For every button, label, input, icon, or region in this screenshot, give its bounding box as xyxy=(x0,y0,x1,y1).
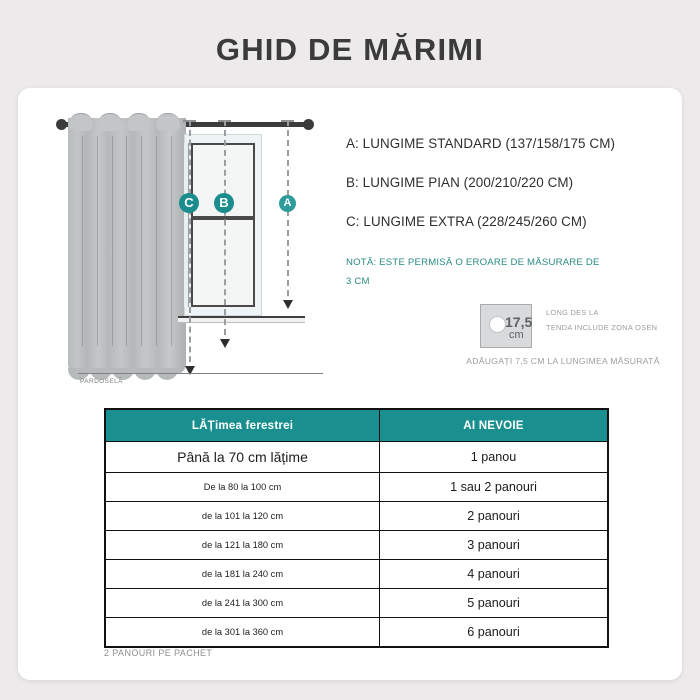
cell-need: 5 panouri xyxy=(380,589,609,618)
cell-width: Până la 70 cm lățime xyxy=(105,442,380,473)
cell-width: de la 241 la 300 cm xyxy=(105,589,380,618)
cell-need: 6 panouri xyxy=(380,618,609,648)
table-row xyxy=(105,502,608,531)
grommet-3-icon xyxy=(127,113,151,131)
cell-need: 3 panouri xyxy=(380,531,609,560)
grommet-measure-unit: cm xyxy=(509,329,524,341)
specs-block xyxy=(346,136,656,291)
table-row xyxy=(105,473,608,502)
page-title: GHID DE MĂRIMI xyxy=(215,32,485,67)
grommet-diagram-icon xyxy=(480,304,532,348)
window-sash-icon xyxy=(191,143,255,307)
curtain-illustration xyxy=(40,98,340,408)
measure-line-c xyxy=(189,120,191,372)
table-footer-note: 2 PANOURI PE PACHET xyxy=(104,648,213,658)
grommet-2-icon xyxy=(98,113,122,131)
marker-a: A xyxy=(279,195,296,212)
curtain-panel-icon xyxy=(68,118,186,374)
spec-line-b: B: LUNGIME PIAN (200/210/220 CM) xyxy=(346,175,574,190)
table-header-width: LĂȚimea ferestrei xyxy=(105,409,380,442)
content-card xyxy=(18,88,682,680)
cell-need: 1 sau 2 panouri xyxy=(380,473,609,502)
spec-line-a: A: LUNGIME STANDARD (137/158/175 CM) xyxy=(346,136,616,151)
cell-width: de la 181 la 240 cm xyxy=(105,560,380,589)
cell-width: de la 121 la 180 cm xyxy=(105,531,380,560)
measurement-tolerance-note: NOTĂ: ESTE PERMISĂ O EROARE DE MĂSURARE DE 3 CM xyxy=(346,257,600,288)
grommet-hole-icon xyxy=(489,316,506,333)
arrow-a-icon xyxy=(283,300,293,309)
table-row xyxy=(105,589,608,618)
table-header-row xyxy=(105,409,608,442)
cell-need: 4 panouri xyxy=(380,560,609,589)
arrow-b-icon xyxy=(220,339,230,348)
cell-need: 2 panouri xyxy=(380,502,609,531)
cell-need: 1 panou xyxy=(380,442,609,473)
cell-width: de la 101 la 120 cm xyxy=(105,502,380,531)
grommet-bottom-note: ADĂUGAȚI 7,5 CM LA LUNGIMEA MĂSURATĂ xyxy=(466,356,660,366)
grommet-side-line-1: LONG DES LA xyxy=(546,308,599,317)
grommet-side-line-2: TENDA INCLUDE ZONA OSEN xyxy=(546,322,658,332)
marker-b: B xyxy=(214,193,234,213)
cell-width: de la 301 la 360 cm xyxy=(105,618,380,648)
floor-line-icon xyxy=(78,373,323,374)
table-header-need: AI NEVOIE xyxy=(380,409,609,442)
spec-line-c: C: LUNGIME EXTRA (228/245/260 CM) xyxy=(346,214,587,229)
grommet-4-icon xyxy=(156,113,180,131)
table-row xyxy=(105,531,608,560)
cell-width: De la 80 la 100 cm xyxy=(105,473,380,502)
floor-label: PARDOSELĂ xyxy=(80,378,123,385)
table-row xyxy=(105,560,608,589)
grommet-side-note xyxy=(546,306,657,336)
grommet-1-icon xyxy=(69,113,93,131)
marker-c: C xyxy=(179,193,199,213)
measure-line-b xyxy=(224,120,226,345)
table-row xyxy=(105,442,608,473)
grommet-measure-value: 17,5 xyxy=(505,314,533,330)
window-mullion-icon xyxy=(191,216,255,220)
window-sill-icon xyxy=(178,316,305,323)
measure-line-a xyxy=(287,120,289,306)
size-table xyxy=(104,408,609,648)
table-row xyxy=(105,618,608,648)
